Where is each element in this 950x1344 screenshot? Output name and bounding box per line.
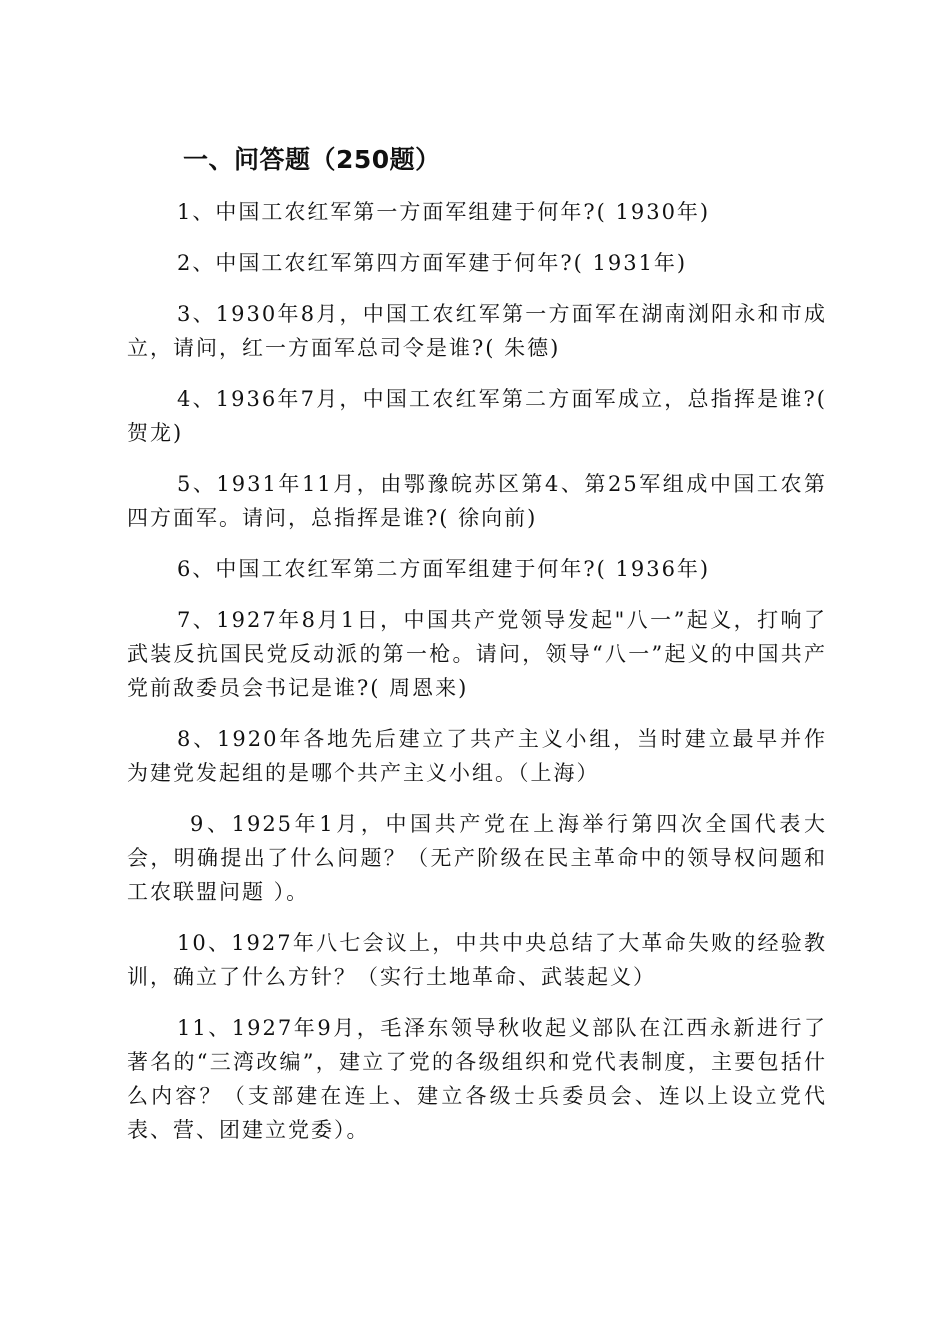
section-title: 一、问答题（250题） [183,145,441,174]
question-item-1: 1、中国工农红军第一方面军组建于何年?( 1930年) [177,200,711,224]
question-list [127,195,827,1164]
question-item-3: 3、1930年8月，中国工农红军第一方面军在湖南浏阳永和市成立，请问，红一方面军总司令是谁?( 朱德) [127,302,827,360]
question-item-2: 2、中国工农红军第四方面军建于何年?( 1931年) [177,251,688,275]
question-item-11: 11、1927年9月，毛泽东领导秋收起义部队在江西永新进行了著名的“三湾改编”，建立了党的各级组织和党代表制度，主要包括什么内容？（支部建在连上、建立各级士兵委员会、连以上设立党代表、营、团建立党委）。 [127,1016,827,1142]
question-item-7: 7、1927年8月1日，中国共产党领导发起"八一”起义，打响了武装反抗国民党反动派的第一枪。请问，领导“八一”起义的中国共产党前敌委员会书记是谁?( 周恩来) [127,608,827,700]
question-item-9: 9、1925年1月，中国共产党在上海举行第四次全国代表大会，明确提出了什么问题？（无产阶级在民主革命中的领导权问题和工农联盟问题 ）。 [127,812,827,904]
question-item-5: 5、1931年11月，由鄂豫皖苏区第4、第25军组成中国工农第四方面军。请问，总指挥是谁?( 徐向前) [127,472,827,530]
question-item-10: 10、1927年八七会议上，中共中央总结了大革命失败的经验教训，确立了什么方针？（实行土地革命、武装起义） [127,931,827,989]
question-item-6: 6、中国工农红军第二方面军组建于何年?( 1936年) [177,557,711,581]
question-item-4: 4、1936年7月，中国工农红军第二方面军成立，总指挥是谁?( 贺龙) [127,387,827,445]
question-item-8: 8、1920年各地先后建立了共产主义小组，当时建立最早并作为建党发起组的是哪个共产主义小组。（上海） [127,727,827,785]
